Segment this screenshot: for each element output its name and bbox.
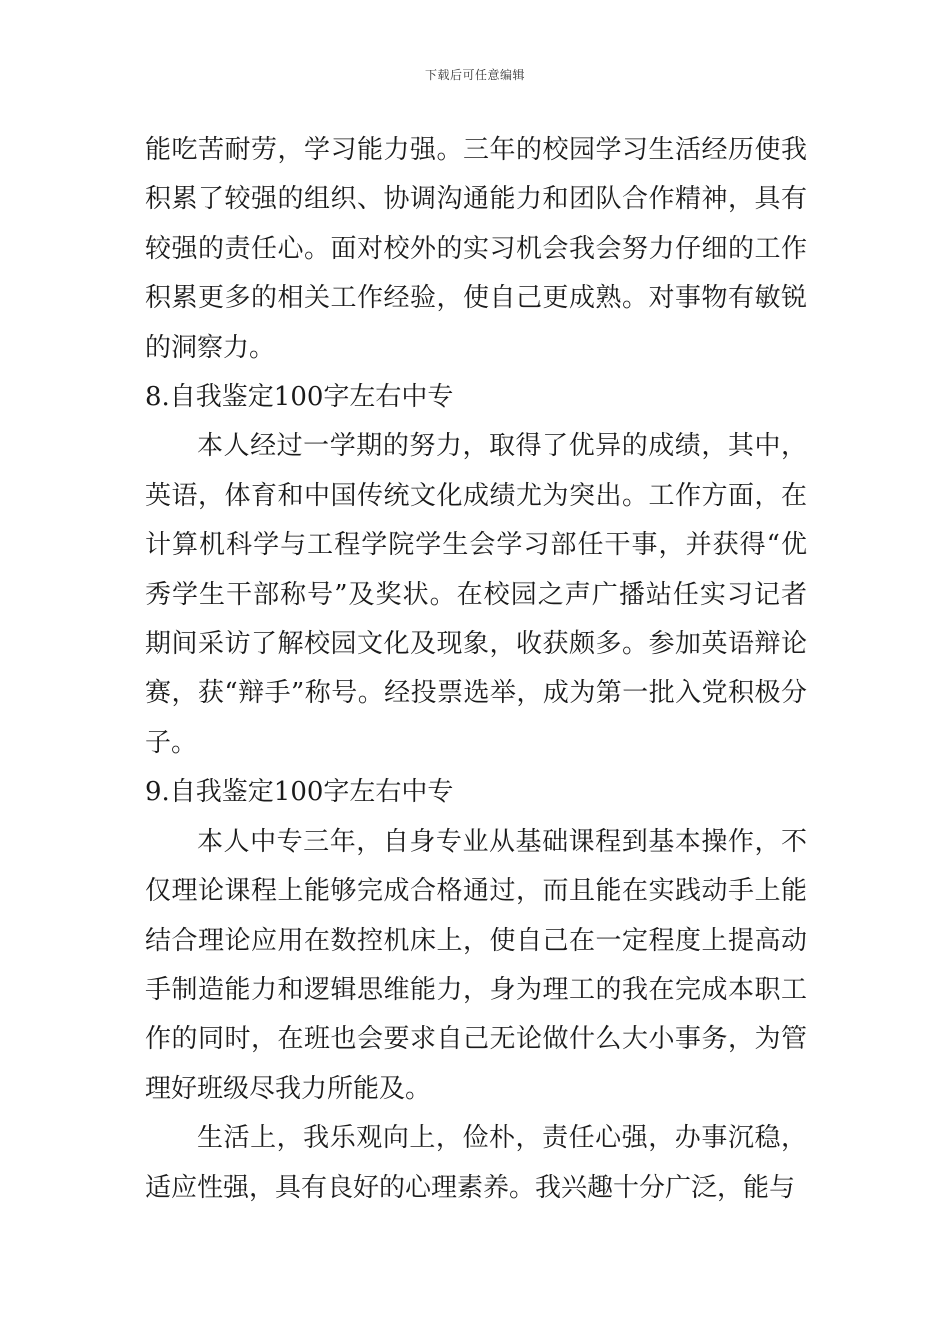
paragraph-section-8: 本人经过一学期的努力，取得了优异的成绩，其中，英语，体育和中国传统文化成绩尤为突出。工作方面，在计算机科学与工程学院学生会学习部任干事，并获得“优秀学生干部称号”及奖状。在校园之声广播站任实习记者期间采访了解校园文化及现象，收获颇多。参加英语辩论赛，获“辩手”称号。经投票选举，成为第一批入党积极分子。 — [145, 431, 807, 758]
section-heading-8: 8.自我鉴定100字左右中专 — [145, 382, 454, 413]
page-header: 下载后可任意编辑 — [424, 68, 525, 82]
section-heading-9: 9.自我鉴定100字左右中专 — [145, 777, 454, 808]
document-body — [145, 126, 807, 1213]
paragraph-section-9-life: 生活上，我乐观向上，俭朴，责任心强，办事沉稳，适应性强，具有良好的心理素养。我兴趣十分广泛，能与 — [145, 1123, 807, 1203]
paragraph-section-9-study: 本人中专三年，自身专业从基础课程到基本操作，不仅理论课程上能够完成合格通过，而且能在实践动手上能结合理论应用在数控机床上，使自己在一定程度上提高动手制造能力和逻辑思维能力，身为理工的我在完成本职工作的同时，在班也会要求自己无论做什么大小事务，为管理好班级尽我力所能及。 — [145, 826, 807, 1104]
paragraph-continuation: 能吃苦耐劳，学习能力强。三年的校园学习生活经历使我积累了较强的组织、协调沟通能力和团队合作精神，具有较强的责任心。面对校外的实习机会我会努力仔细的工作积累更多的相关工作经验，使自己更成熟。对事物有敏锐的洞察力。 — [145, 135, 807, 363]
